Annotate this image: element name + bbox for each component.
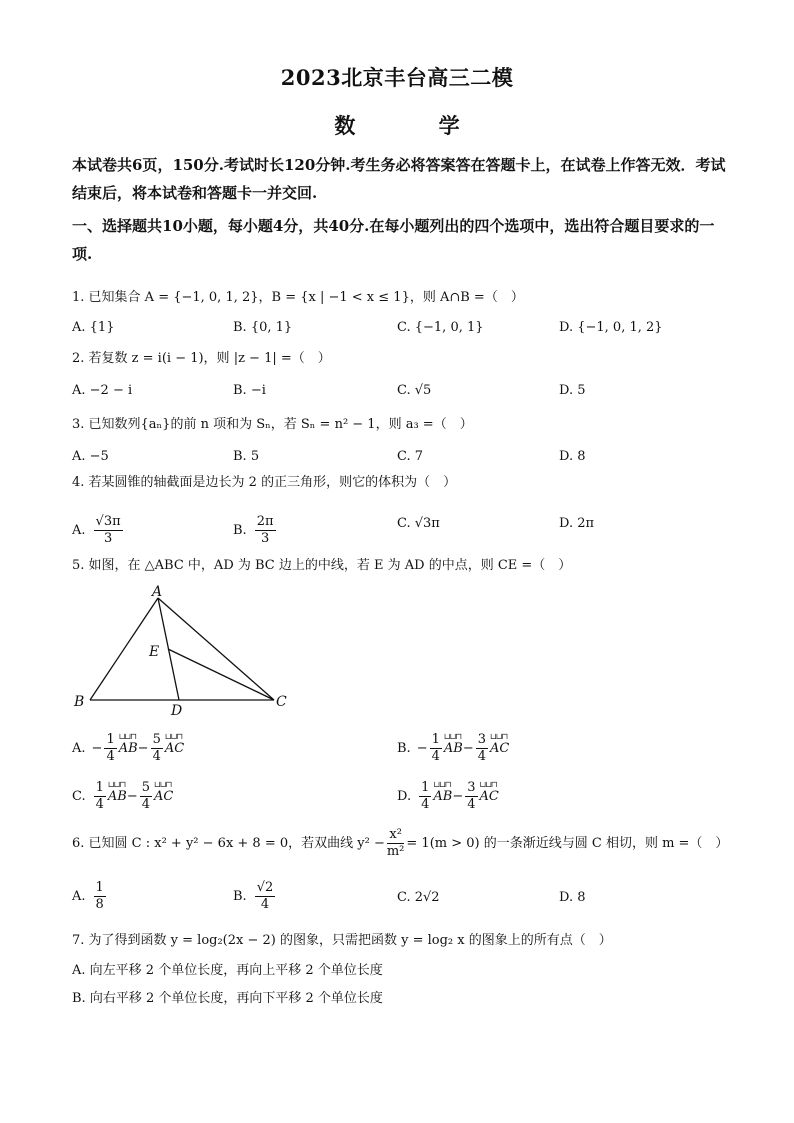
question-5-options-row-1 [72,728,732,768]
question-7-stem: 7. 为了得到函数 y = log₂(2x − 2) 的图象，只需把函数 y = log₂ x 的图象上的所有点（ ） [72,933,612,948]
stem-fraction [387,827,405,860]
option-d: D. {−1, 0, 1, 2} [559,320,663,335]
option-b [397,732,509,765]
sign: − [137,741,149,756]
coefficient [430,732,442,765]
question-3-options [72,449,732,475]
question-7-option-a: A. 向左平移 2 个单位长度，再向上平移 2 个单位长度 [72,963,383,978]
fraction-denominator: 4 [95,797,104,812]
option-a [72,514,125,547]
subject-title: 数 学 [334,113,498,138]
fraction-numerator: 1 [106,732,115,747]
coefficient [476,732,488,765]
question-6-stem [72,826,732,862]
option-a-fraction [94,880,106,913]
stem-text-after: = 1(m > 0) 的一条渐近线与圆 C 相切，则 m =（ ） [406,836,729,851]
vector-ab: ⊔⊔⊓ AB [433,789,452,804]
sign: − [416,741,428,756]
option-c: C. 7 [397,449,424,464]
fraction-denominator: 3 [103,531,113,546]
coefficient [94,780,106,813]
sign: − [126,789,138,804]
label-d: D [171,703,183,718]
option-d [397,780,499,813]
option-b-label: B. [233,523,247,538]
fraction-denominator: 4 [467,797,476,812]
coefficient [465,780,477,813]
option-d: D. 8 [559,890,586,905]
instructions-text: 本试卷共6页，150分.考试时长120分钟.考生务必将答案答在答题卡上，在试卷上作答无效．考试结束后，将本试卷和答题卡一并交回. [72,156,726,202]
label-e: E [149,644,160,660]
option-a-label: A. [72,523,86,538]
fraction-denominator: 4 [421,797,430,812]
fraction-numerator: 1 [421,780,430,795]
option-d: D. 2π [559,516,595,531]
fraction-denominator: 4 [141,797,151,812]
fraction-numerator: 1 [95,880,104,895]
section-heading: 一、选择题共10小题，每小题4分，共40分.在每小题列出的四个选项中，选出符合题目要求的一项. [72,217,715,263]
option-d-label: D. [397,789,412,804]
option-b [233,514,278,547]
option-c [72,780,173,813]
coefficient [151,732,163,765]
label-b: B [74,694,85,710]
vector-ac: ⊔⊔⊓ AC [165,741,184,756]
fraction-numerator: 5 [152,732,161,747]
fraction-numerator: x² [387,827,405,844]
vector-ac: ⊔⊔⊓ AC [480,789,499,804]
option-b: B. 5 [233,449,260,464]
option-c: C. 2√2 [397,890,440,905]
option-d: D. 8 [559,449,586,464]
fraction-denominator: 4 [477,749,487,764]
question-4-stem: 4. 若某圆锥的轴截面是边长为 2 的正三角形，则它的体积为（ ） [72,475,457,490]
question-5-options-row-2 [72,776,732,816]
vector-ac: ⊔⊔⊓ AC [154,789,173,804]
option-b [233,880,277,913]
sign: − [452,789,464,804]
segment-ce [168,649,274,700]
coefficient [419,780,431,813]
label-c: C [276,694,287,710]
fraction-numerator: √3π [95,514,121,529]
question-4-options [72,502,732,544]
fraction-denominator: 4 [152,749,161,764]
question-3-stem: 3. 已知数列{aₙ}的前 n 项和为 Sₙ，若 Sₙ = n² − 1，则 a₃ =（ ） [72,417,473,432]
option-b: B. −i [233,383,266,398]
option-a-label: A. [72,889,86,904]
fraction-denominator: 4 [106,749,115,764]
question-1-options [72,320,732,346]
option-c: C. √5 [397,383,432,398]
option-a [72,880,108,913]
triangle-figure [68,582,308,718]
fraction-denominator: 4 [260,897,270,912]
fraction-numerator: 1 [95,780,104,795]
side-ab [90,598,158,700]
option-b: B. {0, 1} [233,320,293,335]
fraction-numerator: 5 [141,780,151,795]
fraction-denominator: 3 [260,531,270,546]
option-b-label: B. [397,741,411,756]
question-2-stem: 2. 若复数 z = i(i − 1)，则 |z − 1| =（ ） [72,351,331,366]
fraction-numerator: 1 [431,732,440,747]
fraction-numerator: √2 [256,880,274,895]
question-1-stem: 1. 已知集合 A = {−1, 0, 1, 2}，B = {x | −1 < x ≤ 1}，则 A∩B =（ ） [72,290,524,305]
coefficient [140,780,152,813]
question-5-stem: 5. 如图，在 △ABC 中，AD 为 BC 边上的中线，若 E 为 AD 的中点，则 CE =（ ） [72,558,572,573]
option-a-label: A. [72,741,86,756]
option-a: A. −5 [72,449,109,464]
fraction-numerator: 2π [256,514,274,529]
vector-ab: ⊔⊔⊓ AB [119,741,138,756]
fraction-denominator: 8 [95,897,104,912]
option-a [72,732,184,765]
option-b-fraction [255,514,276,547]
option-b-label: B. [233,889,247,904]
option-b-fraction [255,880,276,913]
vector-ab: ⊔⊔⊓ AB [108,789,127,804]
question-7-option-b: B. 向右平移 2 个单位长度，再向下平移 2 个单位长度 [72,991,383,1006]
option-a: A. −2 − i [72,383,133,398]
option-a-fraction [94,514,123,547]
vector-ac: ⊔⊔⊓ AC [490,741,509,756]
option-c: C. {−1, 0, 1} [397,320,484,335]
option-c: C. √3π [397,516,440,531]
sign: − [462,741,474,756]
fraction-denominator: 4 [431,749,440,764]
sign: − [91,741,103,756]
option-c-label: C. [72,789,86,804]
stem-text-before: 6. 已知圆 C : x² + y² − 6x + 8 = 0，若双曲线 y² − [72,836,385,851]
fraction-denominator: m² [386,844,405,859]
label-a: A [152,584,163,600]
fraction-numerator: 3 [467,780,476,795]
option-a: A. {1} [72,320,115,335]
page-title: 2023北京丰台高三二模 [280,65,514,90]
fraction-numerator: 3 [477,732,487,747]
question-6-options [72,876,732,918]
vector-ab: ⊔⊔⊓ AB [444,741,463,756]
coefficient [104,732,116,765]
option-d: D. 5 [559,383,586,398]
question-2-options [72,383,732,409]
